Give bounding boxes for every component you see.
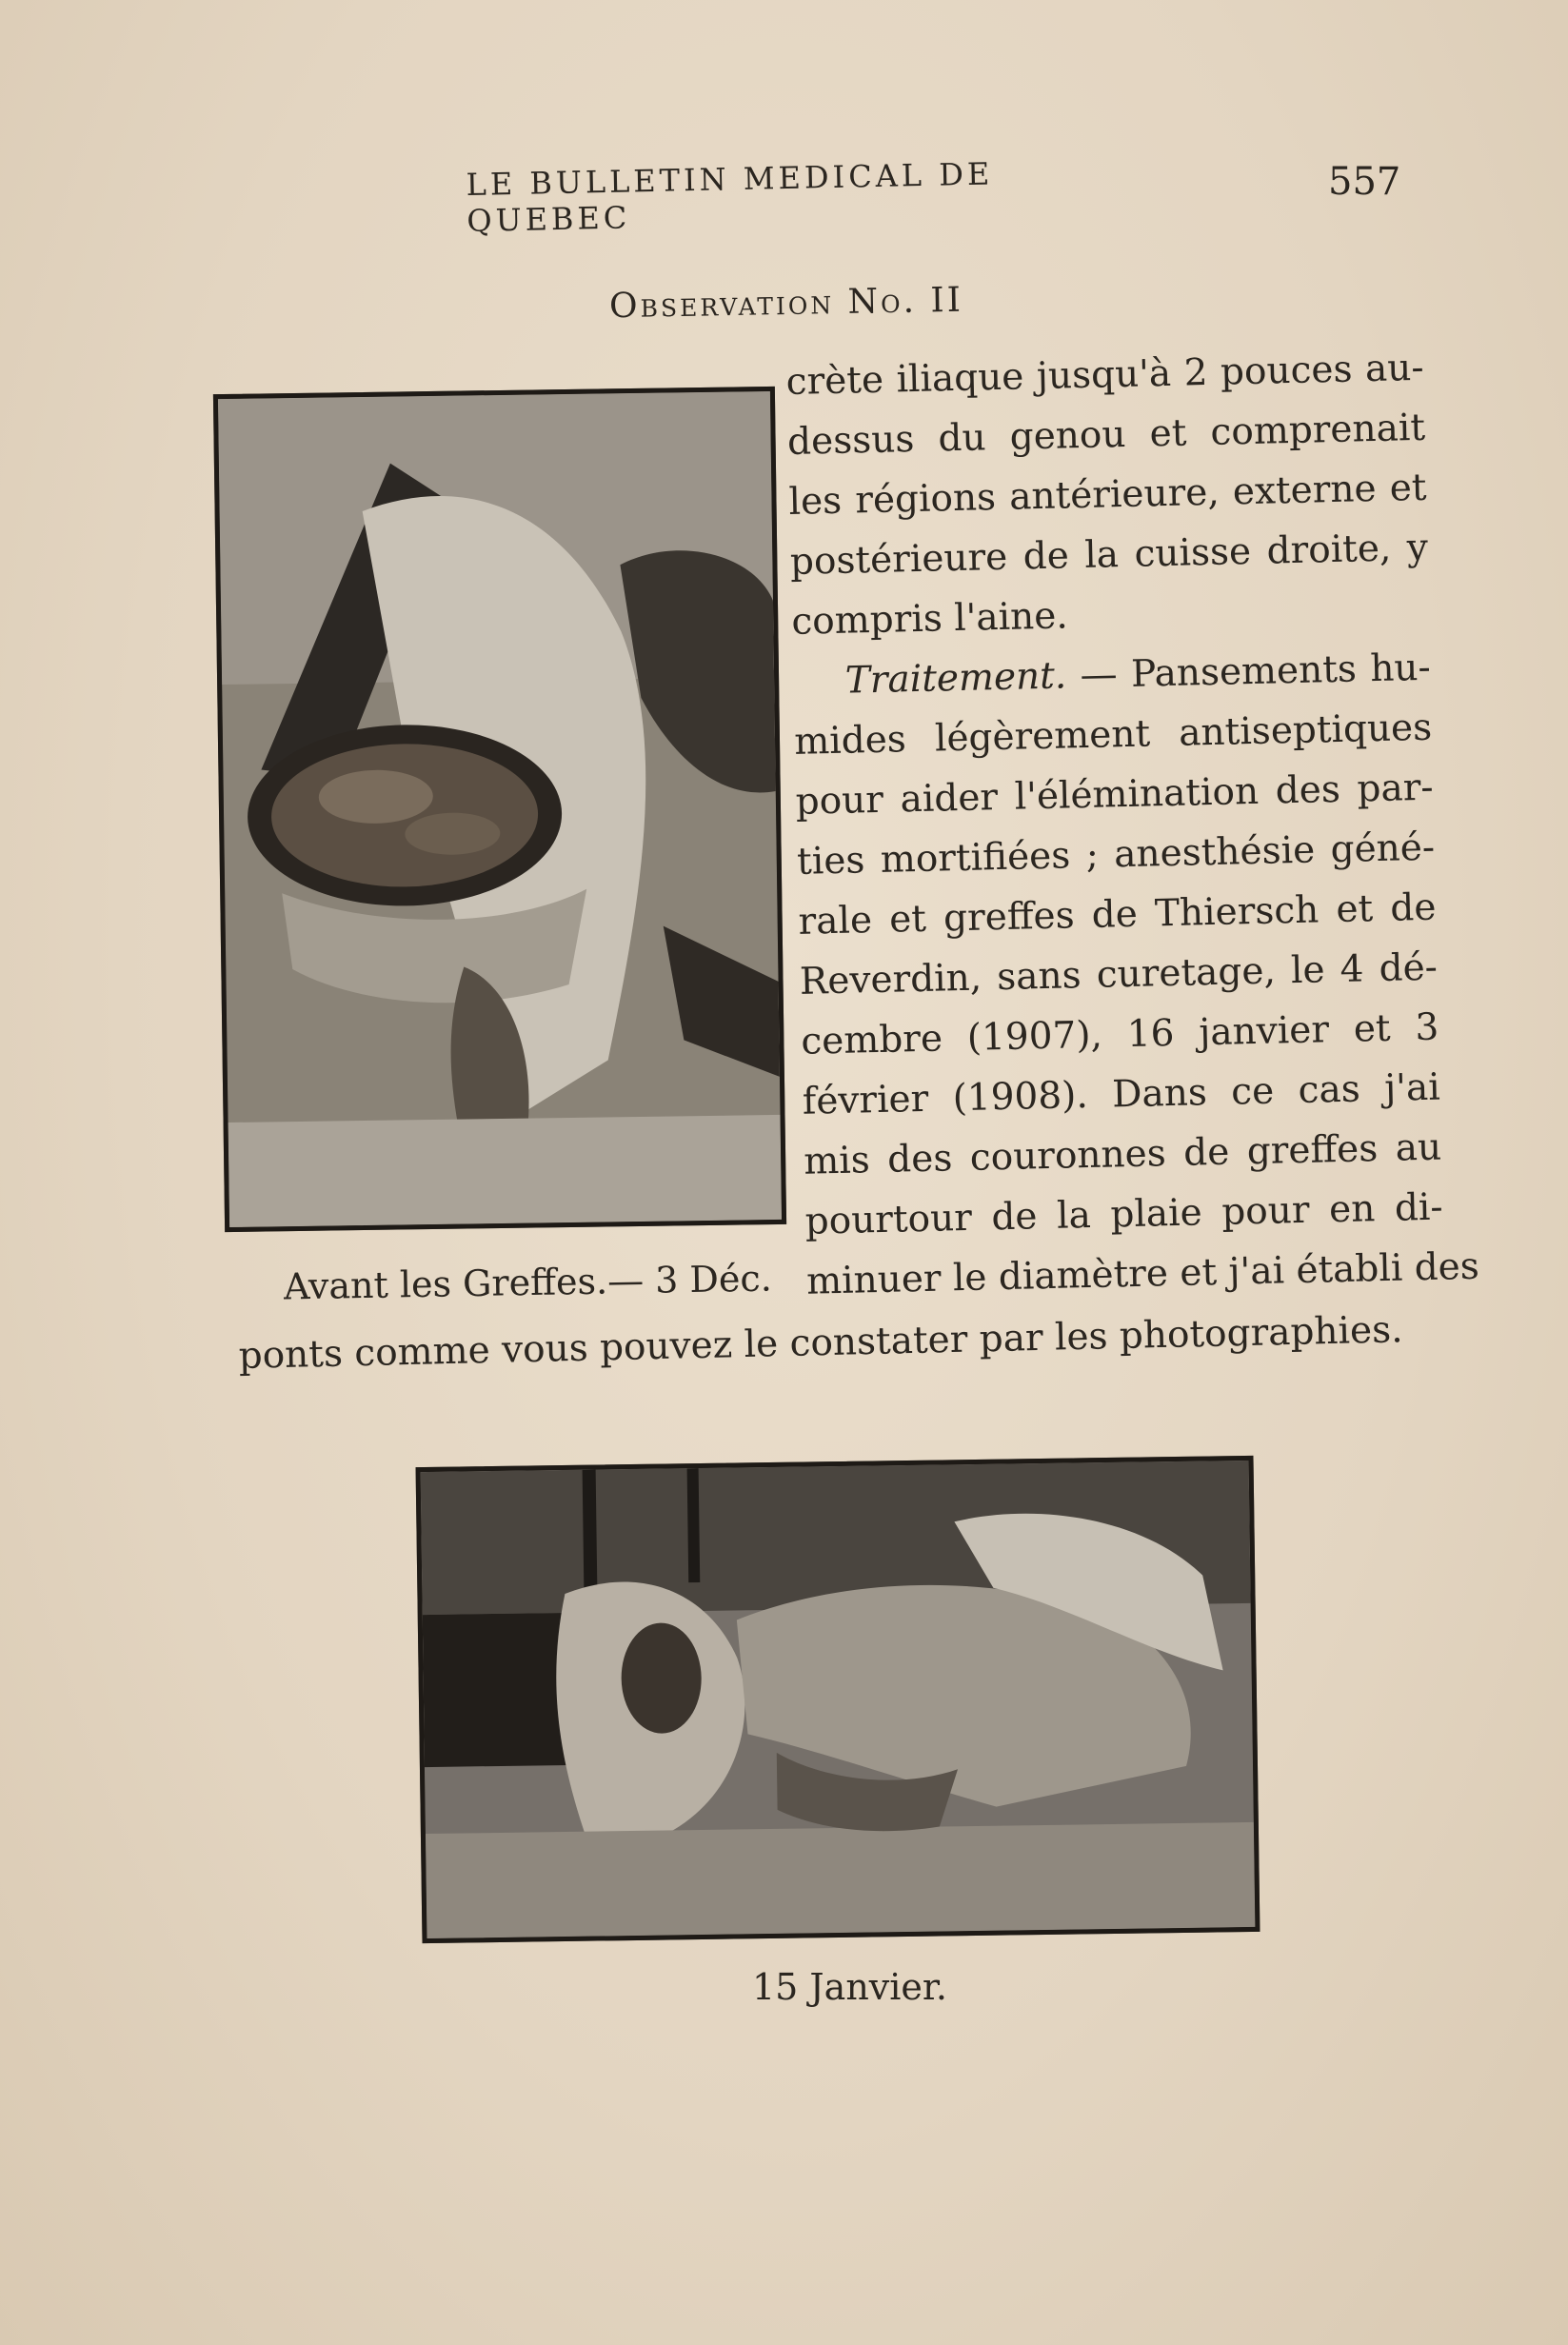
section-title: Observation No. II	[608, 280, 964, 327]
text-line: rale et greffes de Thiersch et de	[798, 885, 1437, 944]
photo-before-grafts	[213, 387, 786, 1232]
text-line: mis des couronnes de greffes au	[803, 1125, 1442, 1183]
text-line: février (1908). Dans ce cas j'ai	[802, 1065, 1441, 1123]
traitement-label: Traitement.	[844, 654, 1067, 703]
text-line: compris l'aine.	[790, 594, 1069, 644]
traitement-line-rest: — Pansements hu-	[1080, 646, 1432, 698]
text-line: ties mortifiées ; anesthésie géné-	[796, 825, 1436, 884]
figure-caption-15-janvier: 15 Janvier.	[752, 1966, 947, 2008]
photo-15-janvier	[416, 1456, 1260, 1943]
text-line: dessus du genou et comprenait	[786, 406, 1426, 464]
page-number: 557	[1328, 160, 1401, 204]
text-line: les régions antérieure, externe et	[788, 466, 1427, 524]
text-line: Reverdin, sans curetage, le 4 dé-	[799, 945, 1439, 1004]
text-line: mides légèrement antiseptiques	[793, 705, 1433, 764]
body-column	[785, 338, 1480, 1312]
text-line: pourtour de la plaie pour en di-	[804, 1185, 1444, 1243]
text-line: crète iliaque jusqu'à 2 pouces au-	[785, 346, 1425, 404]
running-head: LE BULLETIN MEDICAL DE QUEBEC	[466, 155, 994, 239]
text-line: cembre (1907), 16 janvier et 3	[800, 1005, 1439, 1063]
text-line: pour aider l'élémination des par-	[795, 765, 1435, 824]
figure-caption-before: Avant les Greffes.— 3 Déc.	[283, 1257, 773, 1308]
text-line: minuer le diamètre et j'ai établi des	[805, 1244, 1480, 1303]
full-width-text-line: ponts comme vous pouvez le constater par les photographies.	[238, 1308, 1403, 1378]
text-line: postérieure de la cuisse droite, y	[789, 526, 1429, 584]
